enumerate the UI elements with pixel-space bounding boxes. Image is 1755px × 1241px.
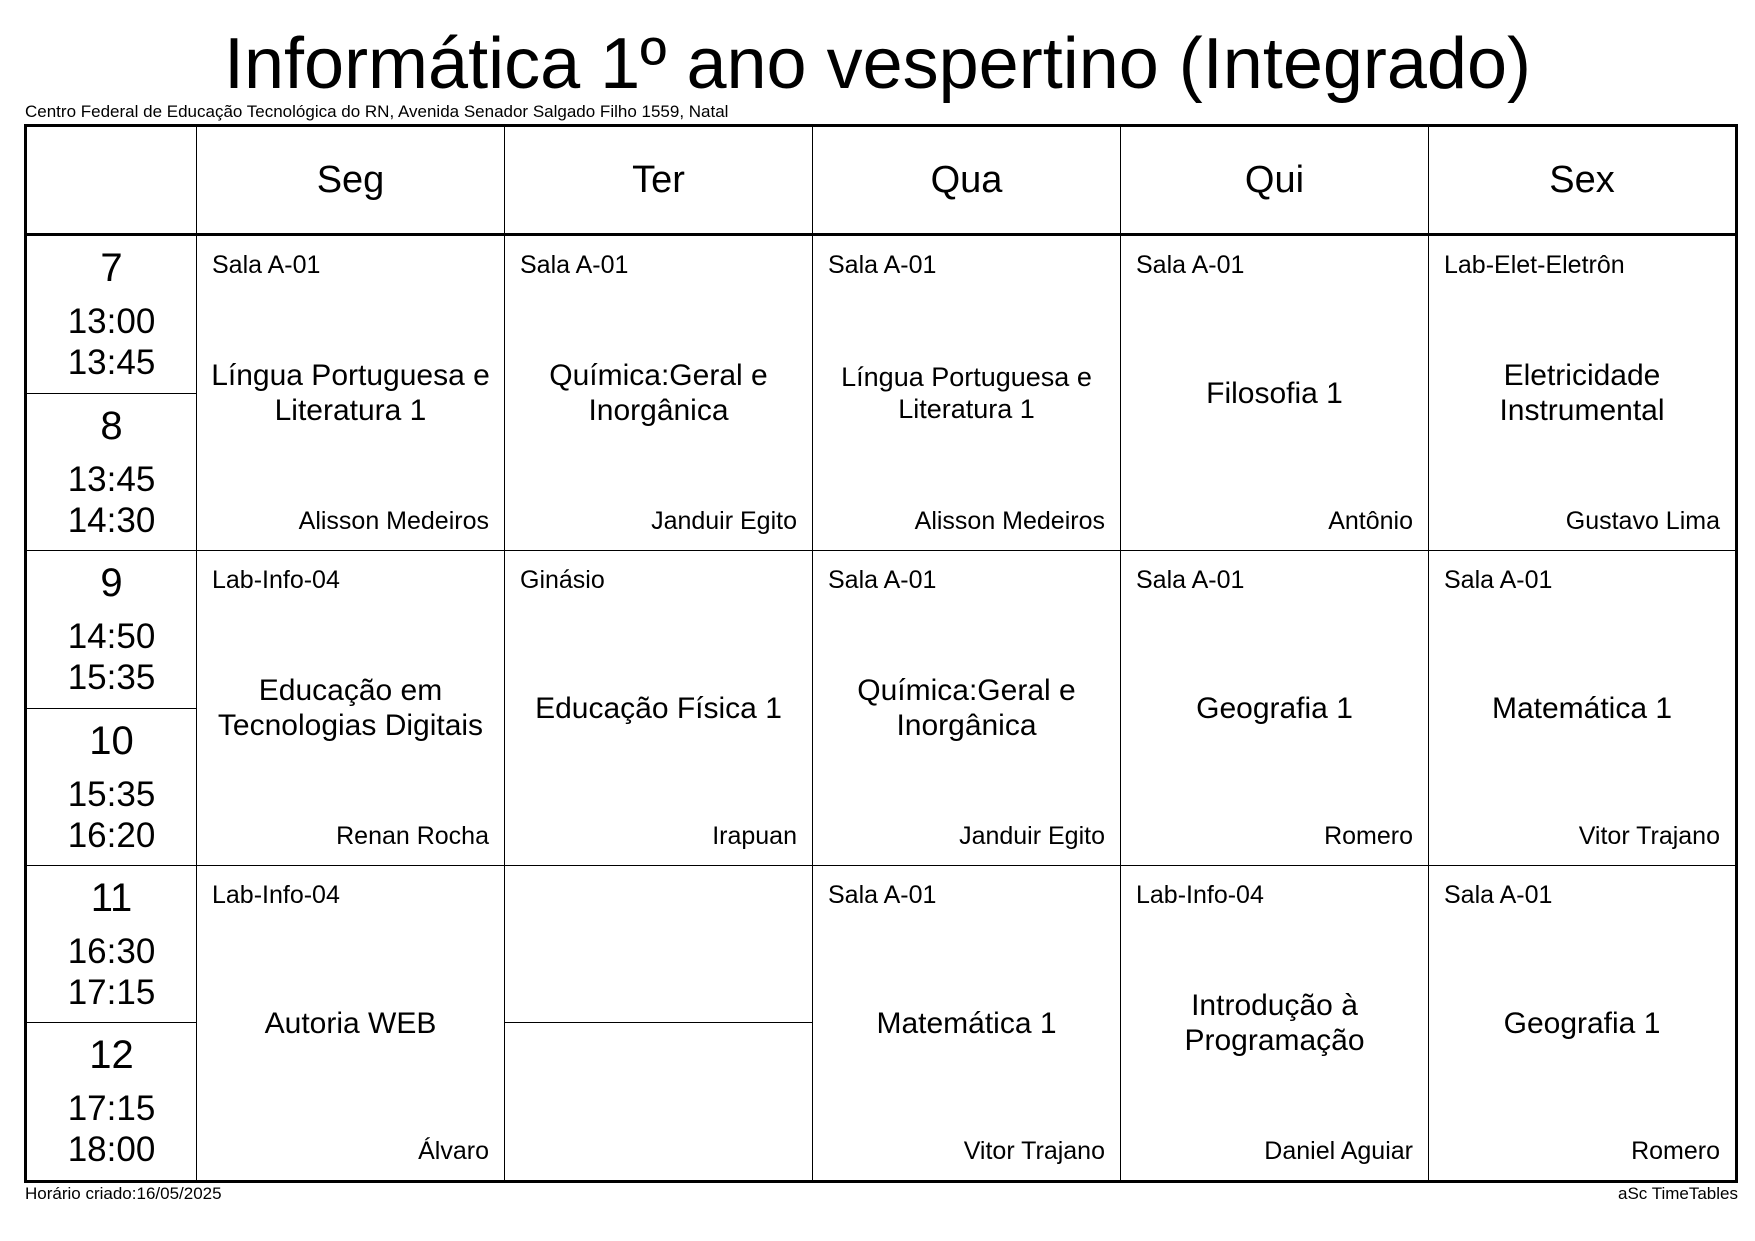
period-end: 18:00 — [67, 1130, 156, 1170]
day-header-ter: Ter — [505, 126, 813, 235]
lesson-subject: Língua Portuguesa e Literatura 1 — [841, 362, 1092, 424]
day-header-seg: Seg — [197, 126, 505, 235]
lesson-room: Lab-Elet-Eletrôn — [1444, 251, 1625, 279]
lesson-cell[interactable] — [505, 551, 813, 866]
lesson-room: Sala A-01 — [520, 251, 629, 279]
lesson-subject: Geografia 1 — [1503, 1006, 1661, 1040]
period-start: 14:50 — [67, 617, 156, 656]
lesson-teacher: Janduir Egito — [651, 507, 797, 535]
lesson-cell[interactable] — [1121, 551, 1429, 866]
lesson-subject: Química:Geral e Inorgânica — [857, 674, 1076, 742]
lesson-cell[interactable] — [1121, 866, 1429, 1182]
page-title: Informática 1º ano vespertino (Integrado) — [223, 24, 1531, 104]
day-header-row — [26, 126, 1737, 235]
period-cell-8 — [26, 393, 197, 551]
lesson-cell[interactable] — [1429, 866, 1737, 1182]
lesson-subject: Eletricidade Instrumental — [1499, 359, 1665, 427]
lesson-room: Sala A-01 — [1136, 251, 1245, 279]
period-cell-9 — [26, 551, 197, 709]
empty-cell[interactable] — [505, 866, 813, 1023]
lesson-cell[interactable] — [197, 551, 505, 866]
lesson-cell[interactable] — [1121, 235, 1429, 551]
period-number: 8 — [100, 403, 123, 448]
lesson-subject: Introdução à Programação — [1184, 989, 1365, 1057]
period-cell-7 — [26, 235, 197, 394]
lesson-subject: Matemática 1 — [876, 1006, 1057, 1040]
lesson-room: Lab-Info-04 — [1136, 881, 1264, 909]
period-end: 13:45 — [67, 343, 156, 382]
period-start: 13:45 — [67, 459, 156, 499]
lesson-teacher: Gustavo Lima — [1565, 507, 1720, 535]
period-row — [26, 551, 1737, 709]
lesson-cell[interactable] — [813, 866, 1121, 1182]
lesson-subject: Matemática 1 — [1491, 691, 1673, 725]
lesson-subject: Geografia 1 — [1196, 691, 1353, 725]
lesson-room: Ginásio — [520, 566, 605, 594]
period-row — [26, 866, 1737, 1023]
lesson-room: Sala A-01 — [828, 881, 937, 909]
lesson-subject: Educação em Tecnologias Digitais — [217, 674, 484, 742]
lesson-teacher: Alisson Medeiros — [914, 507, 1105, 535]
lesson-teacher: Romero — [1324, 822, 1413, 850]
lesson-room: Sala A-01 — [828, 566, 937, 594]
lesson-teacher: Renan Rocha — [336, 822, 489, 850]
period-cell-11 — [26, 866, 197, 1023]
lesson-subject: Filosofia 1 — [1206, 376, 1343, 410]
day-header-qua: Qua — [813, 126, 1121, 235]
period-start: 16:30 — [67, 932, 156, 971]
lesson-cell[interactable] — [813, 235, 1121, 551]
lesson-room: Sala A-01 — [1136, 566, 1245, 594]
school-address: Centro Federal de Educação Tecnológica do RN, Avenida Senador Salgado Filho 1559, Natal — [25, 102, 729, 121]
period-number: 12 — [89, 1033, 134, 1078]
lesson-room: Sala A-01 — [1444, 881, 1553, 909]
lesson-teacher: Janduir Egito — [959, 822, 1105, 850]
lesson-room: Lab-Info-04 — [212, 881, 340, 909]
period-end: 17:15 — [67, 973, 156, 1012]
lesson-subject: Autoria WEB — [264, 1006, 437, 1040]
lesson-teacher: Daniel Aguiar — [1264, 1137, 1413, 1165]
lesson-teacher: Vitor Trajano — [963, 1137, 1105, 1165]
software-credit: aSc TimeTables — [1618, 1184, 1738, 1203]
lesson-cell[interactable] — [505, 235, 813, 551]
lesson-cell[interactable] — [197, 866, 505, 1182]
lesson-cell[interactable] — [1429, 235, 1737, 551]
period-start: 13:00 — [67, 302, 156, 341]
lesson-teacher: Romero — [1631, 1137, 1720, 1165]
day-header-sex: Sex — [1429, 126, 1737, 235]
lesson-teacher: Antônio — [1328, 507, 1413, 535]
lesson-teacher: Irapuan — [712, 822, 797, 850]
lesson-cell[interactable] — [1429, 551, 1737, 866]
period-number: 11 — [90, 876, 133, 920]
period-number: 10 — [89, 718, 134, 763]
period-start: 17:15 — [67, 1089, 156, 1129]
lesson-teacher: Vitor Trajano — [1578, 822, 1720, 850]
lesson-cell[interactable] — [197, 235, 505, 551]
lesson-cell[interactable] — [813, 551, 1121, 866]
lesson-teacher: Álvaro — [418, 1137, 489, 1165]
lesson-room: Sala A-01 — [212, 251, 321, 279]
period-cell-10 — [26, 708, 197, 866]
period-row — [26, 235, 1737, 394]
empty-cell[interactable] — [505, 1023, 813, 1182]
lesson-subject: Química:Geral e Inorgânica — [549, 359, 768, 427]
lesson-teacher: Alisson Medeiros — [298, 507, 489, 535]
day-header-qui: Qui — [1121, 126, 1429, 235]
period-end: 16:20 — [67, 815, 156, 855]
period-number: 9 — [100, 561, 123, 605]
period-start: 15:35 — [67, 774, 156, 814]
period-end: 14:30 — [67, 500, 156, 540]
period-cell-12 — [26, 1023, 197, 1182]
created-date: Horário criado:16/05/2025 — [25, 1184, 222, 1203]
period-end: 15:35 — [67, 658, 156, 697]
lesson-subject: Língua Portuguesa e Literatura 1 — [211, 359, 490, 427]
timetable — [24, 124, 1738, 1183]
lesson-room: Sala A-01 — [828, 251, 937, 279]
lesson-room: Lab-Info-04 — [212, 566, 340, 594]
lesson-subject: Educação Física 1 — [535, 691, 782, 725]
period-number: 7 — [100, 246, 123, 290]
corner-cell — [26, 126, 197, 235]
lesson-room: Sala A-01 — [1444, 566, 1553, 594]
